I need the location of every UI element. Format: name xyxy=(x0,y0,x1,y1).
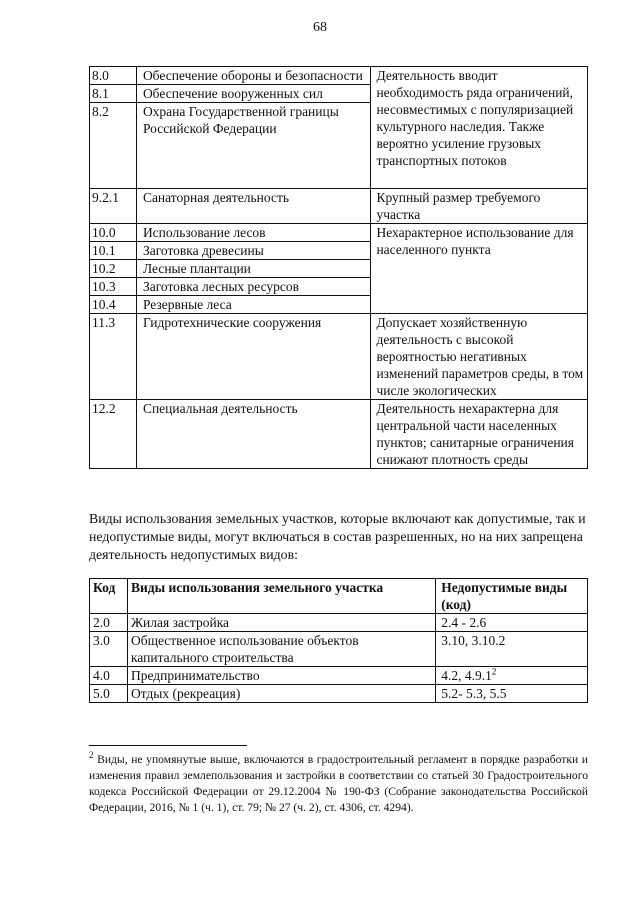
code-cell: 4.0 xyxy=(90,667,128,685)
code-cell: 10.4 xyxy=(90,296,137,314)
code-cell: 2.0 xyxy=(90,614,128,632)
code-cell: 10.0 xyxy=(90,224,137,242)
name-cell: Санаторная деятельность xyxy=(136,189,371,224)
footnote-ref: 2 xyxy=(491,666,497,677)
code-cell: 11.3 xyxy=(90,314,137,400)
note-cell: Деятельность вводит необходимость ряда ограничений, несовместимых с популяризацией культурного наследия. Также вероятно усиление грузовых транспортных потоков xyxy=(371,67,588,189)
code-cell: 8.1 xyxy=(90,85,137,103)
name-cell: Специальная деятельность xyxy=(136,400,371,469)
code-cell: 12.2 xyxy=(90,400,137,469)
table-row xyxy=(90,632,588,667)
name-cell: Обеспечение вооруженных сил xyxy=(136,85,371,103)
table-row xyxy=(90,189,588,224)
code-cell: 10.3 xyxy=(90,278,137,296)
code-cell: 8.2 xyxy=(90,103,137,189)
footnote-text: Виды, не упомянутые выше, включаются в градостроительный регламент в порядке разработки и изменения правил землепользования и застройки в соответствии со статьей 30 Градостроительного кодекса Российской Федерации от 29.12.2004 № 190-ФЗ (Собрание законодательства Российской Федерации, 2016, № 1 (ч. 1), ст. 79; № 27 (ч. 2), ст. 4306, ст. 4294). xyxy=(89,753,588,814)
table-row xyxy=(90,67,588,85)
footnote xyxy=(89,752,588,816)
header-forbidden: Недопустимые виды (код) xyxy=(436,579,588,614)
name-cell: Заготовка древесины xyxy=(136,242,371,260)
body-paragraph: Виды использования земельных участков, которые включают как допустимые, так и недопустимые виды, могут включаться в состав разрешенных, но на них запрещена деятельность недопустимых видов: xyxy=(89,511,586,562)
name-cell: Использование лесов xyxy=(136,224,371,242)
name-cell: Обеспечение обороны и безопасности xyxy=(136,67,371,85)
code-cell: 10.2 xyxy=(90,260,137,278)
table-header-row xyxy=(90,579,588,614)
name-cell: Заготовка лесных ресурсов xyxy=(136,278,371,296)
forbidden-cell: 5.2- 5.3, 5.5 xyxy=(436,685,588,703)
footnote-divider xyxy=(89,745,247,746)
code-cell: 8.0 xyxy=(90,67,137,85)
table-row xyxy=(90,224,588,242)
code-cell: 10.1 xyxy=(90,242,137,260)
name-cell: Предпринимательство xyxy=(127,667,435,685)
table-row xyxy=(90,314,588,400)
name-cell: Резервные леса xyxy=(136,296,371,314)
header-code: Код xyxy=(90,579,128,614)
header-name: Виды использования земельного участка xyxy=(127,579,435,614)
table-row xyxy=(90,667,588,685)
table-row xyxy=(90,614,588,632)
forbidden-cell: 2.4 - 2.6 xyxy=(436,614,588,632)
name-cell: Лесные плантации xyxy=(136,260,371,278)
name-cell: Жилая застройка xyxy=(127,614,435,632)
name-cell: Охрана Государственной границы Российской Федерации xyxy=(136,103,371,189)
name-cell: Общественное использование объектов капитального строительства xyxy=(127,632,435,667)
table-row xyxy=(90,685,588,703)
note-cell: Допускает хозяйственную деятельность с высокой вероятностью негативных изменений параметров среды, в том числе экологических xyxy=(371,314,588,400)
note-cell: Деятельность нехарактерна для центральной части населенных пунктов; санитарные ограничения снижают плотность среды xyxy=(371,400,588,469)
land-use-restrictions-table xyxy=(89,66,588,469)
name-cell: Отдых (рекреация) xyxy=(127,685,435,703)
name-cell: Гидротехнические сооружения xyxy=(136,314,371,400)
note-cell: Нехарактерное использование для населенного пункта xyxy=(371,224,588,314)
code-cell: 3.0 xyxy=(90,632,128,667)
note-cell: Крупный размер требуемого участка xyxy=(371,189,588,224)
forbidden-cell: 3.10, 3.10.2 xyxy=(436,632,588,667)
forbidden-value: 4.2, 4.9.1 xyxy=(441,668,492,683)
code-cell: 9.2.1 xyxy=(90,189,137,224)
page-number: 68 xyxy=(313,20,327,35)
mixed-use-table xyxy=(89,578,588,703)
code-cell: 5.0 xyxy=(90,685,128,703)
footnote-marker: 2 xyxy=(89,750,94,761)
table-row xyxy=(90,400,588,469)
forbidden-cell xyxy=(436,667,588,685)
